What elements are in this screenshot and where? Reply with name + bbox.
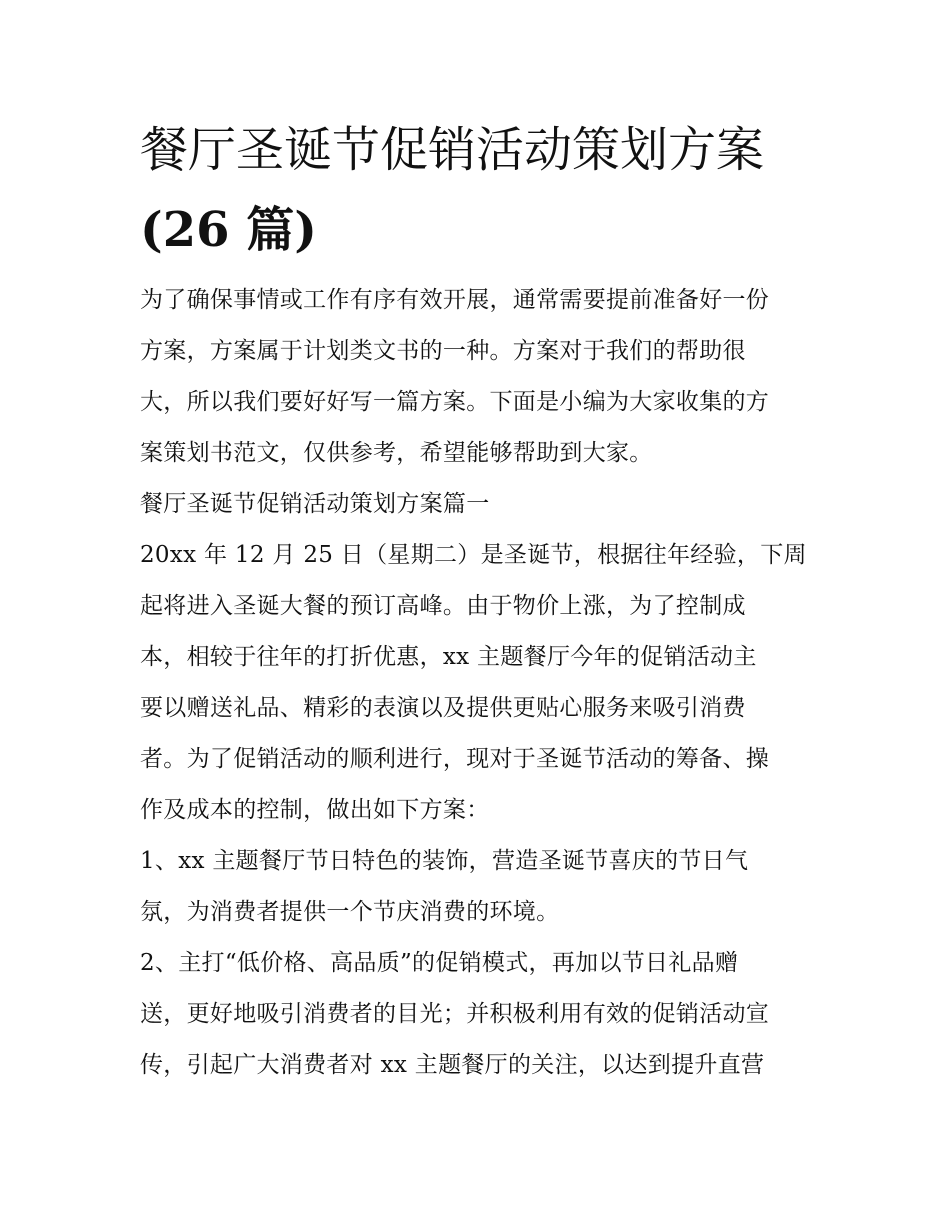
section-heading: 餐厅圣诞节促销活动策划方案篇一: [140, 491, 490, 517]
list-item-2-line-1: 2、主打“低价格、高品质”的促销模式，再加以节日礼品赠: [140, 950, 739, 976]
title-line-2: (26 篇): [140, 202, 317, 258]
body-line-6: 20xx 年 12 月 25 日（星期二）是圣诞节，根据往年经验，下周: [140, 542, 807, 568]
body-line-3: 大，所以我们要好好写一篇方案。下面是小编为大家收集的方: [140, 389, 770, 415]
body-line-9: 要以赠送礼品、精彩的表演以及提供更贴心服务来吸引消费: [140, 695, 746, 721]
list-item-1-line-1: 1、xx 主题餐厅节日特色的装饰，营造圣诞节喜庆的节日气: [140, 848, 749, 874]
body-line-2: 方案，方案属于计划类文书的一种。方案对于我们的帮助很: [140, 338, 746, 364]
body-line-4: 案策划书范文，仅供参考，希望能够帮助到大家。: [140, 440, 653, 466]
body-line-1: 为了确保事情或工作有序有效开展，通常需要提前准备好一份: [140, 287, 770, 313]
list-item-2-line-3: 传，引起广大消费者对 xx 主题餐厅的关注，以达到提升直营: [140, 1052, 765, 1078]
body-line-10: 者。为了促销活动的顺利进行，现对于圣诞节活动的筹备、操: [140, 746, 770, 772]
list-item-1-line-2: 氛，为消费者提供一个节庆消费的环境。: [140, 899, 560, 925]
list-item-2-line-2: 送，更好地吸引消费者的目光；并积极利用有效的促销活动宣: [140, 1001, 770, 1027]
document-title: [140, 110, 840, 270]
body-line-11: 作及成本的控制，做出如下方案：: [140, 797, 490, 823]
title-line-1: 餐厅圣诞节促销活动策划方案: [140, 122, 765, 178]
body-line-8: 本，相较于往年的打折优惠，xx 主题餐厅今年的促销活动主: [140, 644, 757, 670]
body-line-7: 起将进入圣诞大餐的预订高峰。由于物价上涨，为了控制成: [140, 593, 746, 619]
